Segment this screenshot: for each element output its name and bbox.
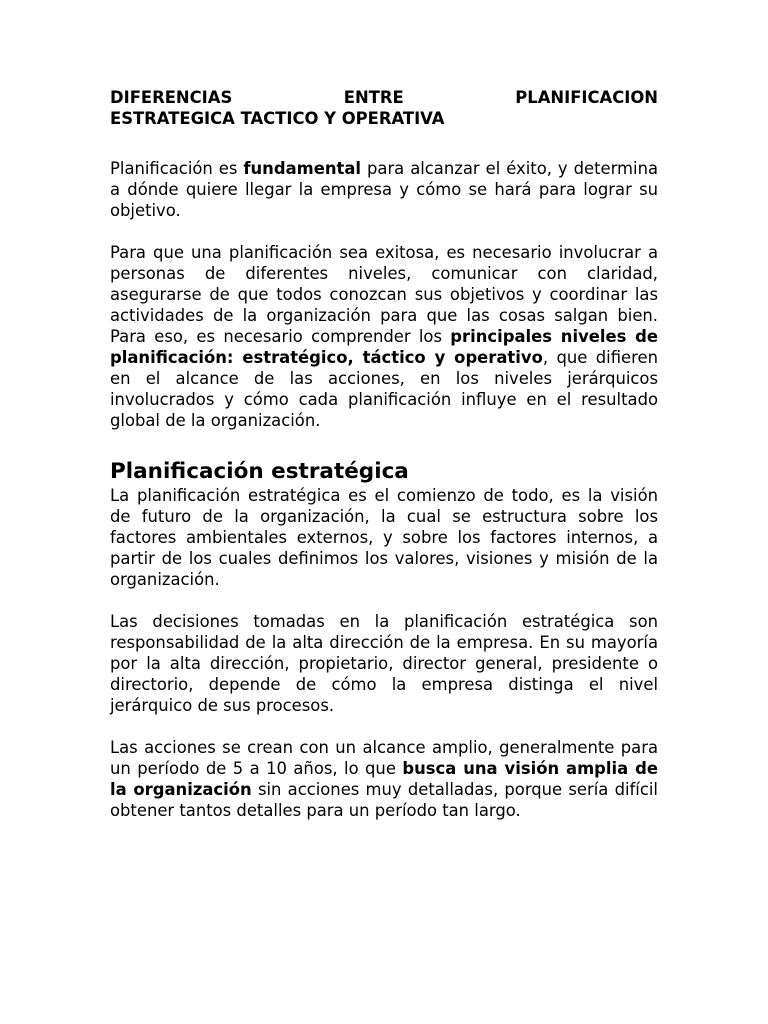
document-title	[110, 87, 658, 129]
paragraph-scope-text-a: Las acciones se crean con un alcance amplio, generalmente para un período de 5 a 10 años, lo que	[110, 738, 658, 778]
title-line-1: DIFERENCIAS ENTRE PLANIFICACION	[110, 88, 658, 107]
paragraph-intro-text-a: Planificación es	[110, 159, 244, 178]
document-body	[110, 87, 658, 821]
paragraph-strategic-definition: La planificación estratégica es el comienzo de todo, es la visión de futuro de la organización, la cual se estructura sobre los factores ambientales externos, y sobre los factores internos, a partir de los cuales definimos los valores, visiones y misión de la organización.	[110, 486, 658, 589]
paragraph-scope-bold: busca una visión amplia de la organización	[110, 759, 658, 799]
paragraph-intro	[110, 158, 658, 221]
paragraph-strategic-decisions: Las decisiones tomadas en la planificación estratégica son responsabilidad de la alta dirección de la empresa. En su mayoría por la alta dirección, propietario, director general, presidente o directorio, depende de cómo la empresa distinga el nivel jerárquico de sus procesos.	[110, 612, 658, 715]
title-line-2: ESTRATEGICA TACTICO Y OPERATIVA	[110, 109, 445, 128]
paragraph-strategic-scope	[110, 737, 658, 821]
paragraph-levels-bold: principales niveles de planificación: estratégico, táctico y operativo	[110, 327, 658, 367]
paragraph-intro-text-c: para alcanzar el éxito, y determina a dónde quiere llegar la empresa y cómo se hará para lograr su objetivo.	[110, 159, 658, 220]
paragraph-levels	[110, 242, 658, 431]
paragraph-intro-bold: fundamental	[243, 159, 362, 178]
paragraph-scope-text-c: sin acciones muy detalladas, porque sería difícil obtener tantos detalles para un período tan largo.	[110, 780, 658, 820]
paragraph-levels-text-c: , que difieren en el alcance de las acciones, en los niveles jerárquicos involucrados y cómo cada planificación influye en el resultado global de la organización.	[110, 348, 658, 430]
section-heading: Planificación estratégica	[110, 459, 409, 484]
paragraph-levels-text-a: Para que una planificación sea exitosa, es necesario involucrar a personas de diferentes niveles, comunicar con claridad, asegurarse de que todos conozcan sus objetivos y coordinar las actividades de la organización para que las cosas salgan bien. Para eso, es necesario comprender los	[110, 243, 658, 346]
